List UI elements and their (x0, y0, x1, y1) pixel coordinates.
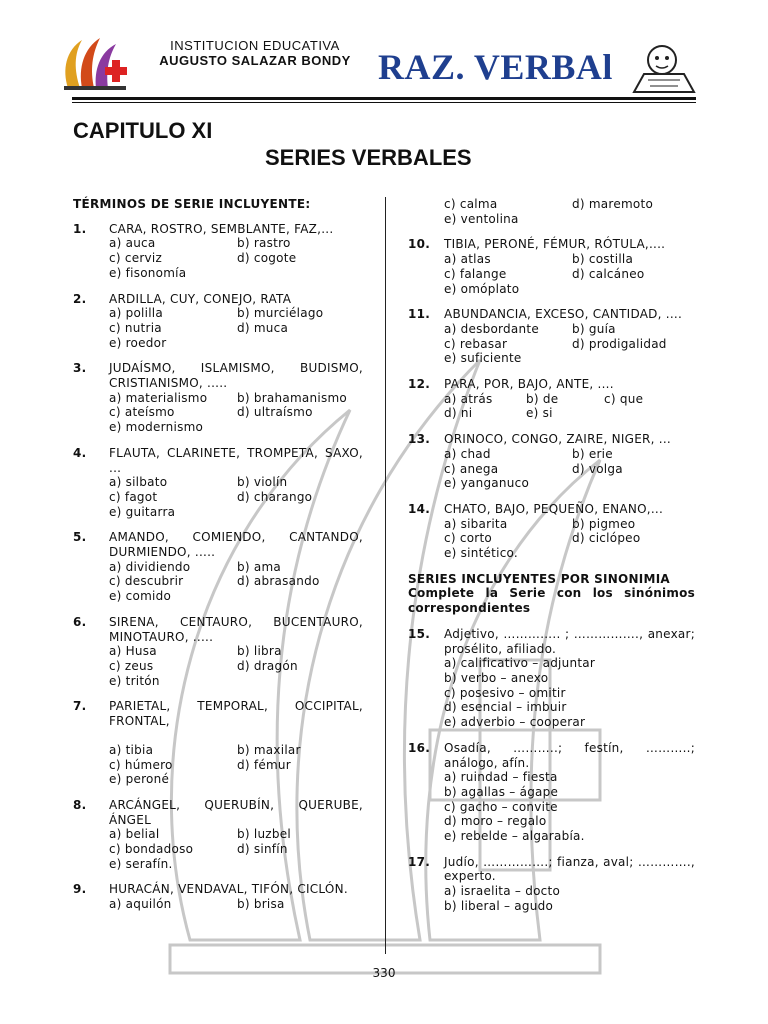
option-b: b) agallas – ágape (444, 784, 559, 799)
option-c: c) fagot (109, 489, 158, 504)
question-text: PARA, POR, BAJO, ANTE, .... (444, 377, 614, 392)
question-text: Osadía, ………..; festín, ………..; análogo, afín. (444, 740, 695, 770)
question-number: 2. (73, 291, 87, 306)
course-brand: RAZ. VERBAl (378, 47, 613, 87)
question-number: 5. (73, 530, 87, 545)
option-b: b) pigmeo (572, 516, 636, 531)
question-number: 15. (408, 626, 431, 641)
option-e: e) adverbio – cooperar (444, 715, 586, 730)
option-d: d) volga (572, 461, 623, 476)
option-b: b) libra (237, 644, 282, 659)
question-number: 10. (408, 237, 431, 252)
option-c: c) ateísmo (109, 405, 175, 420)
question-10 (408, 237, 695, 296)
question-number: 9. (73, 882, 87, 897)
option-e: e) comido (109, 589, 172, 604)
question-number: 11. (408, 307, 431, 322)
question-number: 13. (408, 432, 431, 447)
question-text: FLAUTA, CLARINETE, TROMPETA, SAXO, ... (109, 445, 363, 475)
option-c: c) posesivo – omitir (444, 685, 566, 700)
option-b: b) violín (237, 475, 288, 490)
question-17 (408, 855, 695, 914)
option-e: e) fisonomía (109, 265, 187, 280)
option-b: b) rastro (237, 236, 291, 251)
option-a: a) atlas (444, 252, 491, 267)
option-b: b) de (526, 391, 559, 406)
question-number: 7. (73, 699, 87, 714)
option-b: b) maxilar (237, 742, 301, 757)
option-e: e) omóplato (444, 281, 520, 296)
question-number: 4. (73, 445, 87, 460)
question-text: CARA, ROSTRO, SEMBLANTE, FAZ,... (109, 221, 334, 236)
question-text: AMANDO, COMIENDO, CANTANDO, DURMIENDO, ..... (109, 530, 363, 560)
option-a: a) tibia (109, 742, 154, 757)
option-a: a) auca (109, 236, 156, 251)
option-e: e) yanganuco (444, 476, 530, 491)
option-a: a) materialismo (109, 390, 208, 405)
option-a: a) chad (444, 446, 491, 461)
question-text: ORINOCO, CONGO, ZAIRE, NIGER, ... (444, 432, 671, 447)
question-number: 6. (73, 614, 87, 629)
question-number: 16. (408, 740, 431, 755)
option-a: a) aquilón (109, 897, 172, 912)
option-a: a) belial (109, 827, 160, 842)
option-e: e) suficiente (444, 351, 522, 366)
column-divider (385, 197, 386, 954)
chapter-heading: CAPITULO XI (73, 118, 213, 143)
question-5 (73, 530, 363, 604)
option-c: c) corto (444, 531, 493, 546)
option-a: a) silbato (109, 475, 168, 490)
option-c: c) nutria (109, 320, 162, 335)
school-logo (60, 30, 130, 92)
option-d: d) fémur (237, 757, 291, 772)
question-text: ABUNDANCIA, EXCESO, CANTIDAD, .... (444, 307, 683, 322)
option-c: c) que (604, 391, 644, 406)
page-number: 330 (372, 966, 396, 980)
option-d: d) prodigalidad (572, 336, 667, 351)
option-b: b) ama (237, 559, 282, 574)
option-c: c) bondadoso (109, 842, 194, 857)
question-text: Adjetivo, ………….. ; ……………., anexar; prosélito, afiliado. (444, 626, 695, 656)
option-b: b) brisa (237, 897, 285, 912)
question-number: 12. (408, 377, 431, 392)
option-a: a) Husa (109, 644, 157, 659)
section-instruction: Complete la Serie con los sinónimos correspondientes (408, 586, 695, 616)
school-line-1: INSTITUCION EDUCATIVA (170, 38, 340, 53)
option-c: c) anega (444, 461, 499, 476)
question-9 (73, 882, 363, 911)
left-column (73, 197, 363, 923)
option-d: d) sinfín (237, 842, 288, 857)
question-15 (408, 627, 695, 730)
option-d: d) ciclópeo (572, 531, 641, 546)
option-e: e) peroné (109, 772, 170, 787)
option-e: e) modernismo (109, 420, 204, 435)
question-number: 8. (73, 797, 87, 812)
question-text: HURACÁN, VENDAVAL, TIFÓN, CICLÓN. (109, 882, 348, 897)
option-b: b) verbo – anexo (444, 670, 549, 685)
option-d: d) dragón (237, 658, 298, 673)
question-text: ARDILLA, CUY, CONEJO, RATA (109, 291, 292, 306)
option-e: e) ventolina (444, 211, 519, 226)
option-a: a) calificativo – adjuntar (444, 656, 596, 671)
option-b: b) liberal – agudo (444, 898, 554, 913)
question-13 (408, 432, 695, 491)
question-9-continued (408, 197, 695, 226)
option-c: c) calma (444, 197, 498, 211)
question-text: TIBIA, PERONÉ, FÉMUR, RÓTULA,.... (444, 237, 666, 252)
option-b: b) brahamanismo (237, 390, 347, 405)
option-e: e) tritón (109, 673, 160, 688)
option-a: a) atrás (444, 391, 493, 406)
question-4 (73, 446, 363, 520)
option-b: b) erie (572, 446, 613, 461)
option-c: c) cerviz (109, 251, 162, 266)
section-2-heading (408, 572, 695, 616)
question-text: SIRENA, CENTAURO, BUCENTAURO, MINOTAURO, ..... (109, 614, 363, 644)
option-a: a) ruindad – fiesta (444, 770, 558, 785)
option-c: c) descubrir (109, 574, 184, 589)
option-a: a) desbordante (444, 321, 539, 336)
option-b: b) murciélago (237, 306, 324, 321)
question-number: 3. (73, 361, 87, 376)
option-d: d) moro – regalo (444, 814, 547, 829)
question-text: CHATO, BAJO, PEQUEÑO, ENANO,... (444, 501, 664, 516)
option-d: d) maremoto (572, 197, 654, 211)
section-heading: SERIES INCLUYENTES POR SINONIMIA (408, 571, 670, 586)
option-e: e) si (526, 406, 553, 421)
question-number: 17. (408, 854, 431, 869)
option-a: a) polilla (109, 306, 163, 321)
option-e: e) serafín. (109, 856, 173, 871)
question-text: ARCÁNGEL, QUERUBÍN, QUERUBE, ÁNGEL (109, 797, 363, 827)
option-c: c) húmero (109, 757, 173, 772)
question-text: PARIETAL, TEMPORAL, OCCIPITAL, FRONTAL, (109, 699, 363, 729)
option-e: e) roedor (109, 335, 167, 350)
question-text: Judío, …………….; fianza, aval; …………., experto. (444, 854, 695, 884)
question-14 (408, 502, 695, 561)
question-6 (73, 615, 363, 689)
option-d: d) ni (444, 406, 473, 421)
header-rule (72, 97, 696, 100)
option-c: c) gacho – convite (444, 799, 558, 814)
page-title: SERIES VERBALES (265, 145, 472, 170)
option-d: d) abrasando (237, 574, 320, 589)
option-a: a) israelita – docto (444, 884, 561, 899)
option-c: c) rebasar (444, 336, 508, 351)
option-c: c) falange (444, 266, 507, 281)
option-a: a) sibarita (444, 516, 508, 531)
option-b: b) costilla (572, 252, 634, 267)
cartoon-reader-icon (624, 40, 704, 94)
header-rule-thin (72, 102, 696, 103)
option-d: d) calcáneo (572, 266, 645, 281)
school-name (140, 38, 370, 68)
option-d: d) esencial – imbuir (444, 700, 567, 715)
school-line-2: AUGUSTO SALAZAR BONDY (159, 53, 351, 68)
question-1 (73, 222, 363, 281)
option-e: e) rebelde – algarabía. (444, 829, 585, 844)
question-12 (408, 377, 695, 421)
option-a: a) dividiendo (109, 559, 191, 574)
question-3 (73, 361, 363, 435)
question-text: JUDAÍSMO, ISLAMISMO, BUDISMO, CRISTIANISMO, ..... (109, 361, 363, 391)
option-e: e) sintético. (444, 546, 518, 561)
question-16 (408, 741, 695, 844)
question-7 (73, 699, 363, 787)
option-e: e) guitarra (109, 504, 176, 519)
option-d: d) charango (237, 489, 313, 504)
question-number: 1. (73, 221, 87, 236)
option-d: d) muca (237, 320, 289, 335)
option-b: b) guía (572, 321, 616, 336)
question-2 (73, 292, 363, 351)
option-c: c) zeus (109, 658, 154, 673)
option-d: d) ultraísmo (237, 405, 313, 420)
question-11 (408, 307, 695, 366)
option-b: b) luzbel (237, 827, 291, 842)
option-d: d) cogote (237, 251, 297, 266)
section-heading: TÉRMINOS DE SERIE INCLUYENTE: (73, 197, 311, 211)
question-number: 14. (408, 501, 431, 516)
right-column (408, 197, 695, 925)
question-8 (73, 798, 363, 872)
